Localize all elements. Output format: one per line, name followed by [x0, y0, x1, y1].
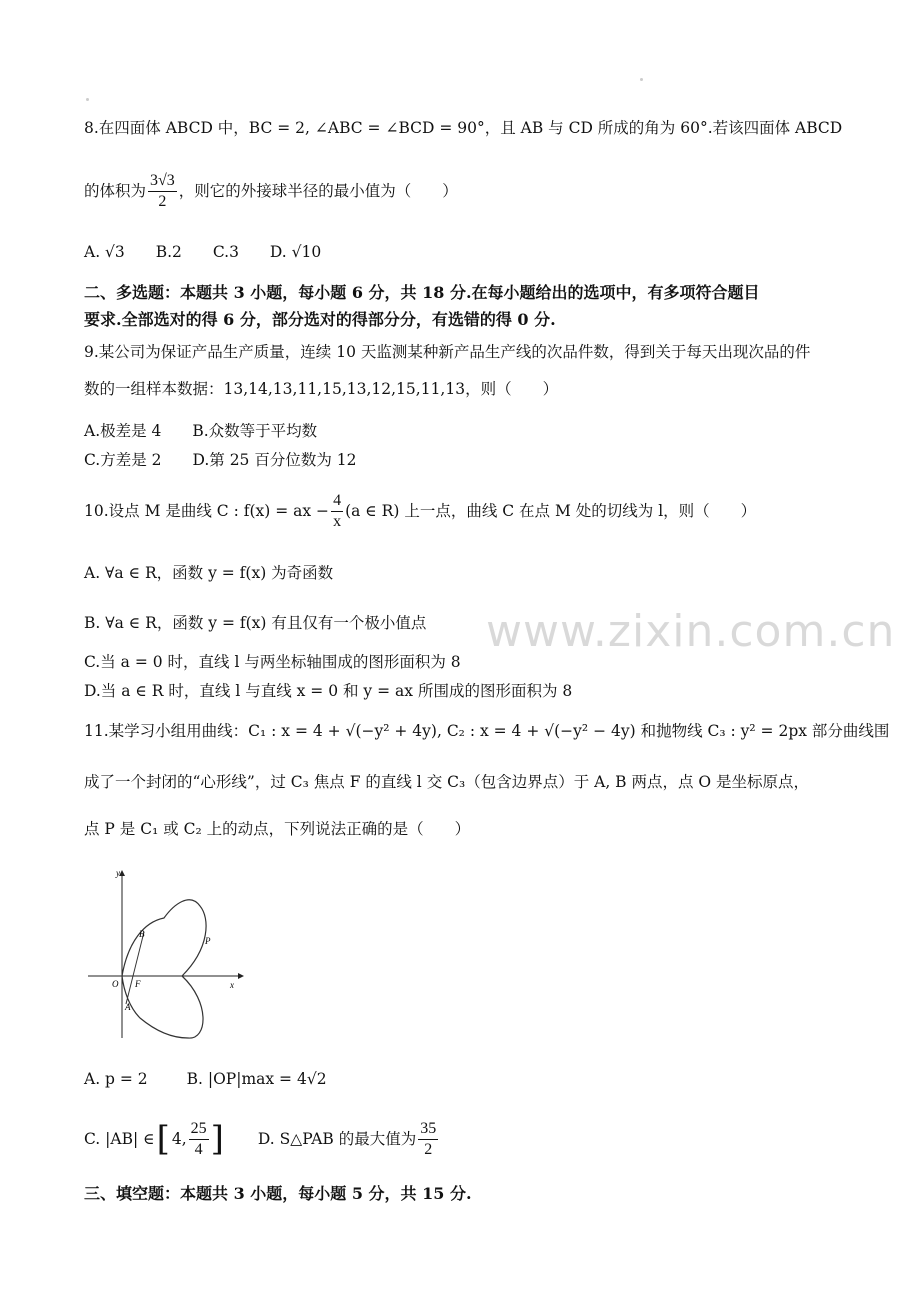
q9-line2: 数的一组样本数据：13,14,13,11,15,13,12,15,11,13，则（ ）	[84, 380, 559, 398]
q8-option-d: D. √10	[269, 243, 322, 261]
point-b-label: B	[139, 929, 145, 939]
x-axis-label: x	[230, 980, 234, 990]
q11-option-d-prefix: D. S△PAB 的最大值为	[257, 1130, 417, 1148]
y-axis-label: y	[116, 868, 120, 878]
focal-chord	[126, 932, 144, 1004]
q8-options	[84, 241, 347, 263]
q10-prefix: 10.设点 M 是曲线 C : f(x) = ax −	[84, 502, 330, 520]
q11-line3: 点 P 是 C₁ 或 C₂ 上的动点，下列说法正确的是（ ）	[84, 820, 471, 838]
right-bracket: ]	[210, 1119, 224, 1159]
q8-option-a: A. √3	[84, 243, 125, 261]
q11-line2: 成了一个封闭的“心形线”，过 C₃ 焦点 F 的直线 l 交 C₃（包含边界点）于 A, B 两点，点 O 是坐标原点，	[84, 773, 810, 791]
q11-option-d-denominator: 2	[424, 1140, 433, 1158]
q9-options-row1	[84, 420, 317, 442]
q9-option-a: A.极差是 4	[84, 422, 162, 440]
q11-option-b: B. |OP|max = 4√2	[186, 1070, 327, 1088]
q10-option-c: C.当 a = 0 时，直线 l 与两坐标轴围成的图形面积为 8	[84, 653, 461, 671]
watermark: www.zixin.com.cn	[486, 606, 896, 657]
section3-heading: 三、填空题：本题共 3 小题，每小题 5 分，共 15 分.	[84, 1184, 472, 1203]
q10-option-a: A. ∀a ∈ R，函数 y = f(x) 为奇函数	[84, 564, 334, 582]
q11-option-d-numerator: 35	[418, 1119, 438, 1140]
q10-fraction-denominator: x	[333, 512, 342, 530]
q10-stem	[84, 488, 756, 534]
q9-option-c: C.方差是 2	[84, 451, 162, 469]
q8-option-c: C.3	[212, 243, 239, 261]
q11-option-a: A. p = 2	[84, 1070, 148, 1088]
q11-line1: 11.某学习小组用曲线：C₁ : x = 4 + √(−y² + 4y), C₂ : x = 4 + √(−y² − 4y) 和抛物线 C₃ : y² = 2px 部分曲线围	[84, 722, 890, 740]
q9-option-d: D.第 25 百分位数为 12	[192, 451, 357, 469]
point-a-label: A	[125, 1002, 131, 1012]
left-bracket: [	[156, 1119, 170, 1159]
q11-option-c-interval-left: 4,	[171, 1130, 187, 1148]
q10-option-b: B. ∀a ∈ R，函数 y = f(x) 有且仅有一个极小值点	[84, 614, 427, 632]
speck-dot	[640, 78, 643, 81]
section2-heading-line1: 二、多选题：本题共 3 小题，每小题 6 分，共 18 分.在每小题给出的选项中，有多项符合题目	[84, 283, 760, 302]
q11-option-d-fraction	[418, 1119, 438, 1160]
q11-options-row1	[84, 1068, 327, 1090]
q9-options-row2	[84, 449, 357, 471]
q10-suffix: (a ∈ R) 上一点，曲线 C 在点 M 处的切线为 l，则（ ）	[345, 502, 757, 520]
speck-dot	[86, 98, 89, 101]
origin-label: O	[112, 979, 119, 989]
q11-option-c-numerator: 25	[189, 1119, 209, 1140]
q8-line2-suffix: ，则它的外接球半径的最小值为（ ）	[178, 182, 458, 200]
q11-option-c-fraction	[189, 1119, 209, 1160]
q11-option-c-prefix: C. |AB| ∈	[84, 1130, 155, 1148]
q8-line2-prefix: 的体积为	[84, 182, 147, 200]
q10-option-d: D.当 a ∈ R 时，直线 l 与直线 x = 0 和 y = ax 所围成的图形面积为 8	[84, 682, 573, 700]
q8-volume-denominator: 2	[158, 192, 167, 210]
q10-fraction-numerator: 4	[331, 491, 343, 512]
q8-option-b: B.2	[155, 243, 182, 261]
q8-line2	[84, 168, 458, 214]
q8-volume-fraction	[148, 171, 177, 212]
q11-option-c-denominator: 4	[194, 1140, 203, 1158]
section2-heading-line2: 要求.全部选对的得 6 分，部分选对的得部分分，有选错的得 0 分.	[84, 310, 556, 329]
q8-volume-numerator: 3√3	[148, 171, 177, 192]
point-p-label: P	[205, 936, 211, 946]
focus-label: F	[135, 979, 141, 989]
heart-curve-figure	[82, 862, 252, 1042]
q9-option-b: B.众数等于平均数	[192, 422, 318, 440]
q8-line1: 8.在四面体 ABCD 中，BC = 2, ∠ABC = ∠BCD = 90°，且 AB 与 CD 所成的角为 60°.若该四面体 ABCD	[84, 119, 843, 137]
x-axis-arrow	[238, 973, 244, 979]
q10-fraction	[331, 491, 343, 532]
q11-options-row2	[84, 1114, 440, 1164]
q9-line1: 9.某公司为保证产品生产质量，连续 10 天监测某种新产品生产线的次品件数，得到关于每天出现次品的件	[84, 343, 811, 361]
